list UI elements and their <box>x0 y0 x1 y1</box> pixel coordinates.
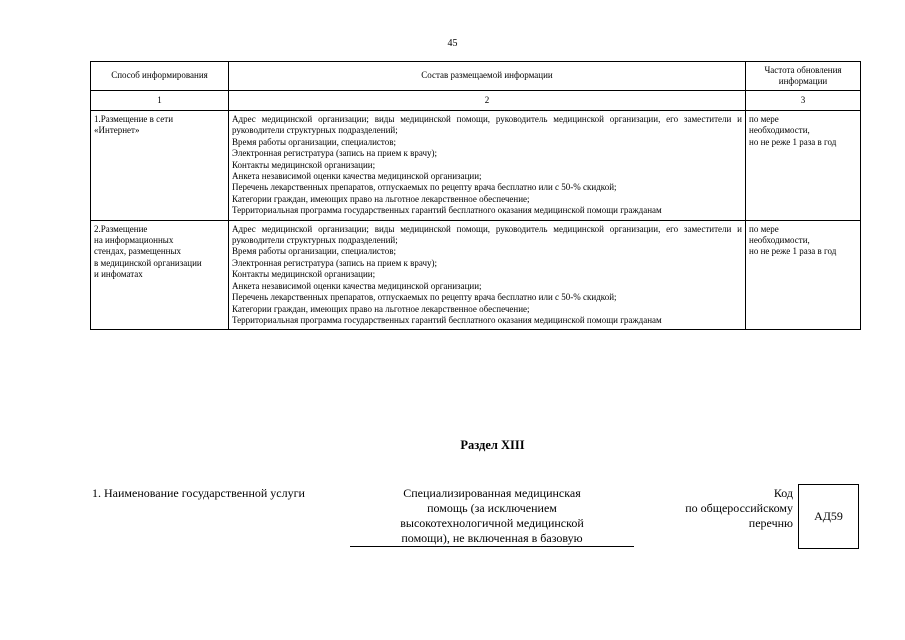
method-line: стендах, размещенных <box>94 246 182 257</box>
content-line: Категории граждан, имеющих право на льготное лекарственное обеспечение; <box>232 193 530 204</box>
column-number: 1 <box>91 91 229 111</box>
service-name-label: 1. Наименование государственной услуги <box>92 486 305 500</box>
column-header-method: Способ информирования <box>91 62 229 91</box>
method-cell <box>91 111 229 221</box>
content-line: Контакты медицинской организации; <box>232 269 376 280</box>
content-line: Территориальная программа государственных гарантий бесплатного оказания медицинской помощи гражданам <box>232 314 662 325</box>
table-header-row <box>91 62 861 91</box>
service-name-line: помощи), не включенная в базовую <box>401 531 583 545</box>
content-line: Категории граждан, имеющих право на льготное лекарственное обеспечение; <box>232 303 530 314</box>
code-label-line: по общероссийскому <box>685 501 793 515</box>
content-line: Перечень лекарственных препаратов, отпускаемых по рецепту врача бесплатно или с 50-% скидкой; <box>232 182 617 193</box>
code-value: АД59 <box>814 509 843 523</box>
content-cell <box>229 111 746 221</box>
content-line: Время работы организации, специалистов; <box>232 246 396 257</box>
frequency-cell <box>746 111 861 221</box>
frequency-line: но не реже 1 раза в год <box>749 246 837 257</box>
frequency-line: необходимости, <box>749 125 810 136</box>
information-table <box>90 61 861 330</box>
content-line: Время работы организации, специалистов; <box>232 136 396 147</box>
column-header-content: Состав размещаемой информации <box>229 62 746 91</box>
page-number: 45 <box>447 38 458 49</box>
content-line: Адрес медицинской организации; виды медицинской помощи, руководитель медицинской организации, его заместители и руководители структурных подразделений; <box>232 223 742 246</box>
table-row <box>91 220 861 330</box>
content-cell <box>229 220 746 330</box>
content-line: Адрес медицинской организации; виды медицинской помощи, руководитель медицинской организации, его заместители и руководители структурных подразделений; <box>232 114 742 136</box>
method-line: на информационных <box>94 235 174 246</box>
content-line: Контакты медицинской организации; <box>232 159 376 170</box>
method-line: 2.Размещение <box>94 223 148 234</box>
frequency-line: по мере <box>749 223 779 234</box>
service-name-line: высокотехнологичной медицинской <box>400 516 584 530</box>
column-number-row <box>91 91 861 111</box>
column-number: 2 <box>229 91 746 111</box>
service-name-line: Специализированная медицинская <box>403 486 581 500</box>
frequency-line: необходимости, <box>749 235 810 246</box>
content-line: Анкета независимой оценки качества медицинской организации; <box>232 171 482 182</box>
method-line: «Интернет» <box>94 125 140 136</box>
method-line: и инфоматах <box>94 269 143 280</box>
frequency-line: но не реже 1 раза в год <box>749 136 837 147</box>
section-title: Раздел XIII <box>460 438 525 452</box>
service-name-line: помощь (за исключением <box>427 501 557 515</box>
content-line: Электронная регистратура (запись на прием к врачу); <box>232 257 438 268</box>
method-line: в медицинской организации <box>94 257 202 268</box>
frequency-cell <box>746 220 861 330</box>
service-name-value <box>350 486 634 547</box>
content-line: Территориальная программа государственных гарантий бесплатного оказания медицинской помощи гражданам <box>232 205 662 216</box>
content-line: Анкета независимой оценки качества медицинской организации; <box>232 280 482 291</box>
code-box <box>798 484 859 549</box>
content-line: Перечень лекарственных препаратов, отпускаемых по рецепту врача бесплатно или с 50-% скидкой; <box>232 292 617 303</box>
code-label <box>650 486 793 531</box>
content-line: Электронная регистратура (запись на прием к врачу); <box>232 148 438 159</box>
column-header-frequency: Частота обновления информации <box>746 62 861 91</box>
column-number: 3 <box>746 91 861 111</box>
frequency-line: по мере <box>749 114 779 124</box>
code-label-line: Код <box>773 486 793 500</box>
method-cell <box>91 220 229 330</box>
table-row <box>91 111 861 221</box>
method-line: 1.Размещение в сети <box>94 114 174 124</box>
code-label-line: перечню <box>748 516 793 530</box>
